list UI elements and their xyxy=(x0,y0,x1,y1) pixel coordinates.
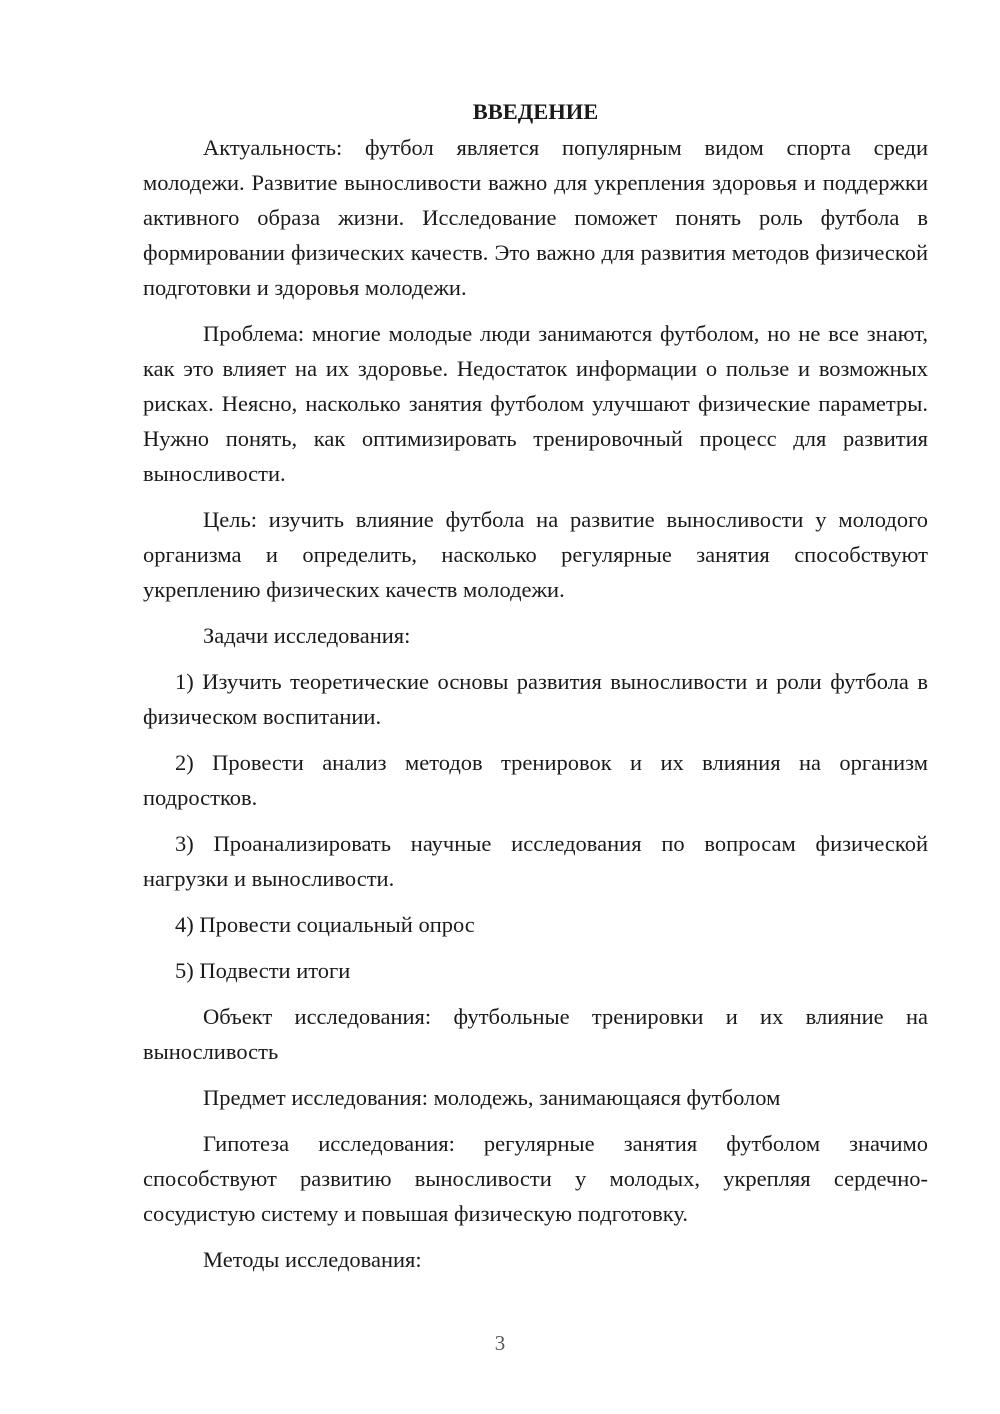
object-paragraph: Объект исследования: футбольные тренировки и их влияние на выносливость xyxy=(143,1004,928,1064)
tasks-title: Задачи исследования: xyxy=(203,623,411,648)
methods-title: Методы исследования: xyxy=(203,1247,422,1272)
task-item-1: 1) Изучить теоретические основы развития выносливости и роли футбола в физическом воспитании. xyxy=(143,669,928,729)
task-item-2: 2) Провести анализ методов тренировок и их влияния на организм подростков. xyxy=(143,750,928,810)
page-content xyxy=(143,94,928,1288)
task-item-4: 4) Провести социальный опрос xyxy=(175,912,475,937)
subject-paragraph: Предмет исследования: молодежь, занимающаяся футболом xyxy=(203,1085,781,1110)
goal-paragraph: Цель: изучить влияние футбола на развитие выносливости у молодого организма и определить, насколько регулярные занятия способствуют укреплению физических качеств молодежи. xyxy=(143,507,928,602)
relevance-paragraph: Актуальность: футбол является популярным видом спорта среди молодежи. Развитие выносливости важно для укрепления здоровья и поддержки активного образа жизни. Исследование поможет понять роль футбола в формировании физических качеств. Это важно для развития методов физической подготовки и здоровья молодежи. xyxy=(143,135,928,300)
task-item-5: 5) Подвести итоги xyxy=(175,958,351,983)
page-title: ВВЕДЕНИЕ xyxy=(472,99,599,124)
hypothesis-paragraph: Гипотеза исследования: регулярные занятия футболом значимо способствуют развитию выносливости у молодых, укрепляя сердечно-сосудистую систему и повышая физическую подготовку. xyxy=(143,1131,928,1226)
task-item-3: 3) Проанализировать научные исследования по вопросам физической нагрузки и выносливости. xyxy=(143,831,928,891)
problem-paragraph: Проблема: многие молодые люди занимаются футболом, но не все знают, как это влияет на их здоровье. Недостаток информации о пользе и возможных рисках. Неясно, насколько занятия футболом улучшают физические параметры. Нужно понять, как оптимизировать тренировочный процесс для развития выносливости. xyxy=(143,321,928,486)
page-number: 3 xyxy=(494,1331,506,1355)
